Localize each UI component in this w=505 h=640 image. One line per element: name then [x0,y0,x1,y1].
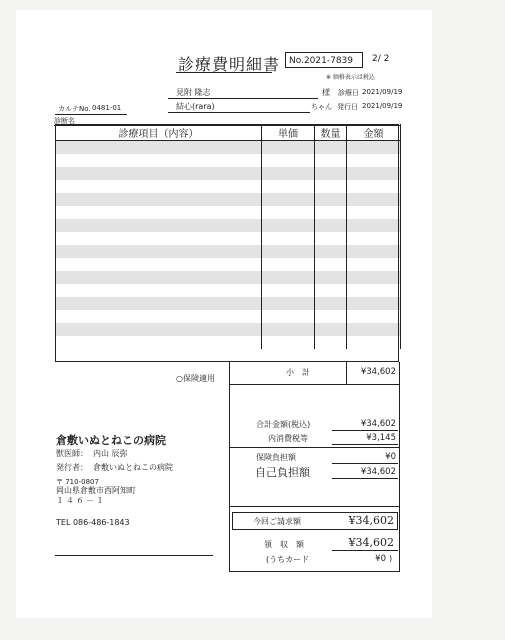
pet-suffix: ちゃん [311,103,332,111]
table-cell [347,180,401,193]
subtotal-label: 小 計 [286,368,310,377]
table-cell [315,206,347,219]
table-cell [315,323,347,336]
card-value: ¥0 [375,554,386,564]
summary-bottom-line [229,571,400,572]
header-quantity: 数量 [315,124,347,141]
owner-suffix: 様 [322,88,330,97]
table-cell [56,193,262,206]
table-cell [315,245,347,258]
page-indicator: 2/ 2 [372,54,390,64]
issuer-name: 倉敷いぬとねこの病院 [93,463,173,472]
address-line2: １４６－１ [56,496,106,505]
owner-underline [168,98,318,99]
table-cell [315,193,347,206]
table-cell [56,245,262,258]
table-cell [315,232,347,245]
table-cell [262,245,315,258]
document-number: No.2021-7839 [285,52,363,68]
table-cell [56,297,262,310]
table-cell [56,154,262,167]
title-underline [176,72,272,73]
karte-number: 0481-01 [92,104,122,112]
summary-left-border [229,362,230,572]
table-cell [347,141,401,155]
table-row [56,206,401,219]
table-cell [315,310,347,323]
table-row [56,180,401,193]
table-cell [315,271,347,284]
table-row [56,219,401,232]
table-cell [347,284,401,297]
address-line1: 岡山県倉敷市西阿知町 [56,486,136,495]
billing-label: 今回ご請求額 [253,517,301,526]
total-label: 合計金額(税込) [256,420,311,429]
table-cell [56,310,262,323]
diagnosis-label: 診断名 [54,117,75,125]
table-cell [56,258,262,271]
table-cell [262,336,315,349]
table-cell [347,193,401,206]
table-row [56,323,401,336]
table-cell [347,336,401,349]
table-cell [56,141,262,155]
owner-name: 見附 隆志 [176,88,211,97]
self-burden-value: ¥34,602 [360,467,396,477]
table-cell [315,167,347,180]
table-cell [56,336,262,349]
card-label: (うちカード [266,555,310,564]
tax-label: 内消費税等 [268,434,308,443]
table-cell [262,193,315,206]
table-row [56,258,401,271]
table-cell [347,154,401,167]
table-cell [347,245,401,258]
table-cell [262,323,315,336]
table-row [56,284,401,297]
table-cell [262,141,315,155]
table-cell [315,297,347,310]
clinic-name: 倉敷いぬとねこの病院 [56,434,166,447]
table-cell [56,271,262,284]
table-cell [262,310,315,323]
total-value: ¥34,602 [360,419,396,429]
self-burden-underline [332,478,398,479]
table-cell [347,167,401,180]
table-cell [56,219,262,232]
issuer-label: 発行者： [56,463,88,472]
received-label: 領 収 額 [264,540,304,549]
exam-date-label: 診療日 [338,89,359,97]
total-underline [332,430,398,431]
header-amount: 金額 [347,124,401,141]
table-cell [262,219,315,232]
vet-label: 獣医師： [56,449,88,458]
table-row [56,193,401,206]
table-row [56,167,401,180]
issue-date-label: 発行日 [337,103,358,111]
table-cell [56,284,262,297]
clinic-phone: TEL 086-486-1843 [56,518,130,527]
billing-value: ¥34,602 [348,514,394,527]
exam-date: 2021/09/19 [362,88,403,96]
insurance-top-line [229,447,400,448]
table-cell [315,336,347,349]
vet-name: 内山 辰弥 [93,449,128,458]
table-cell [262,284,315,297]
pet-underline [168,112,310,113]
subtotal-divider [346,362,347,384]
received-underline [332,550,398,551]
table-cell [262,297,315,310]
insurance-burden-value: ¥0 [385,452,396,462]
items-table [55,124,401,349]
header-unit-price: 単価 [262,124,315,141]
table-cell [56,167,262,180]
table-cell [315,141,347,155]
pet-name: 結心(rara) [176,102,215,111]
table-cell [262,167,315,180]
table-cell [56,323,262,336]
table-cell [56,206,262,219]
table-cell [347,297,401,310]
table-cell [262,206,315,219]
table-header-row [56,124,401,141]
table-cell [262,258,315,271]
tax-underline [332,444,398,445]
insurance-underline [332,463,398,464]
table-row [56,141,401,155]
table-cell [56,180,262,193]
table-cell [262,271,315,284]
subtotal-bottom-line [229,384,400,385]
postal-code: 〒 710-0807 [56,478,99,486]
table-cell [262,154,315,167]
self-burden-label: 自己負担額 [255,466,310,479]
subtotal-value: ¥34,602 [360,367,396,377]
table-cell [315,219,347,232]
issue-date: 2021/09/19 [362,102,403,110]
card-close-paren: ) [389,554,393,563]
table-cell [315,284,347,297]
table-cell [347,310,401,323]
table-cell [347,323,401,336]
summary-right-border [399,362,400,572]
received-value: ¥34,602 [348,536,394,549]
insurance-applied: ○保険適用 [176,374,215,383]
table-cell [347,271,401,284]
table-cell [262,180,315,193]
header-item: 診療項目（内容） [56,124,262,141]
document-title: 診療費明細書 [178,55,281,74]
table-cell [347,258,401,271]
billing-top-line [229,506,400,507]
table-cell [262,232,315,245]
table-cell [315,154,347,167]
table-row [56,232,401,245]
table-row [56,271,401,284]
table-cell [315,180,347,193]
table-cell [347,232,401,245]
table-cell [347,206,401,219]
karte-underline [55,114,127,115]
price-note: ※ 価格表示は税込 [326,74,375,81]
table-cell [315,258,347,271]
tax-value: ¥3,145 [366,433,396,443]
table-row [56,154,401,167]
table-cell [56,232,262,245]
table-row [56,245,401,258]
insurance-burden-label: 保険負担額 [256,453,296,462]
karte-label: カルテNo. [58,105,91,113]
table-cell [347,219,401,232]
signature-line [55,555,213,556]
table-row [56,297,401,310]
table-row [56,310,401,323]
table-row [56,336,401,349]
